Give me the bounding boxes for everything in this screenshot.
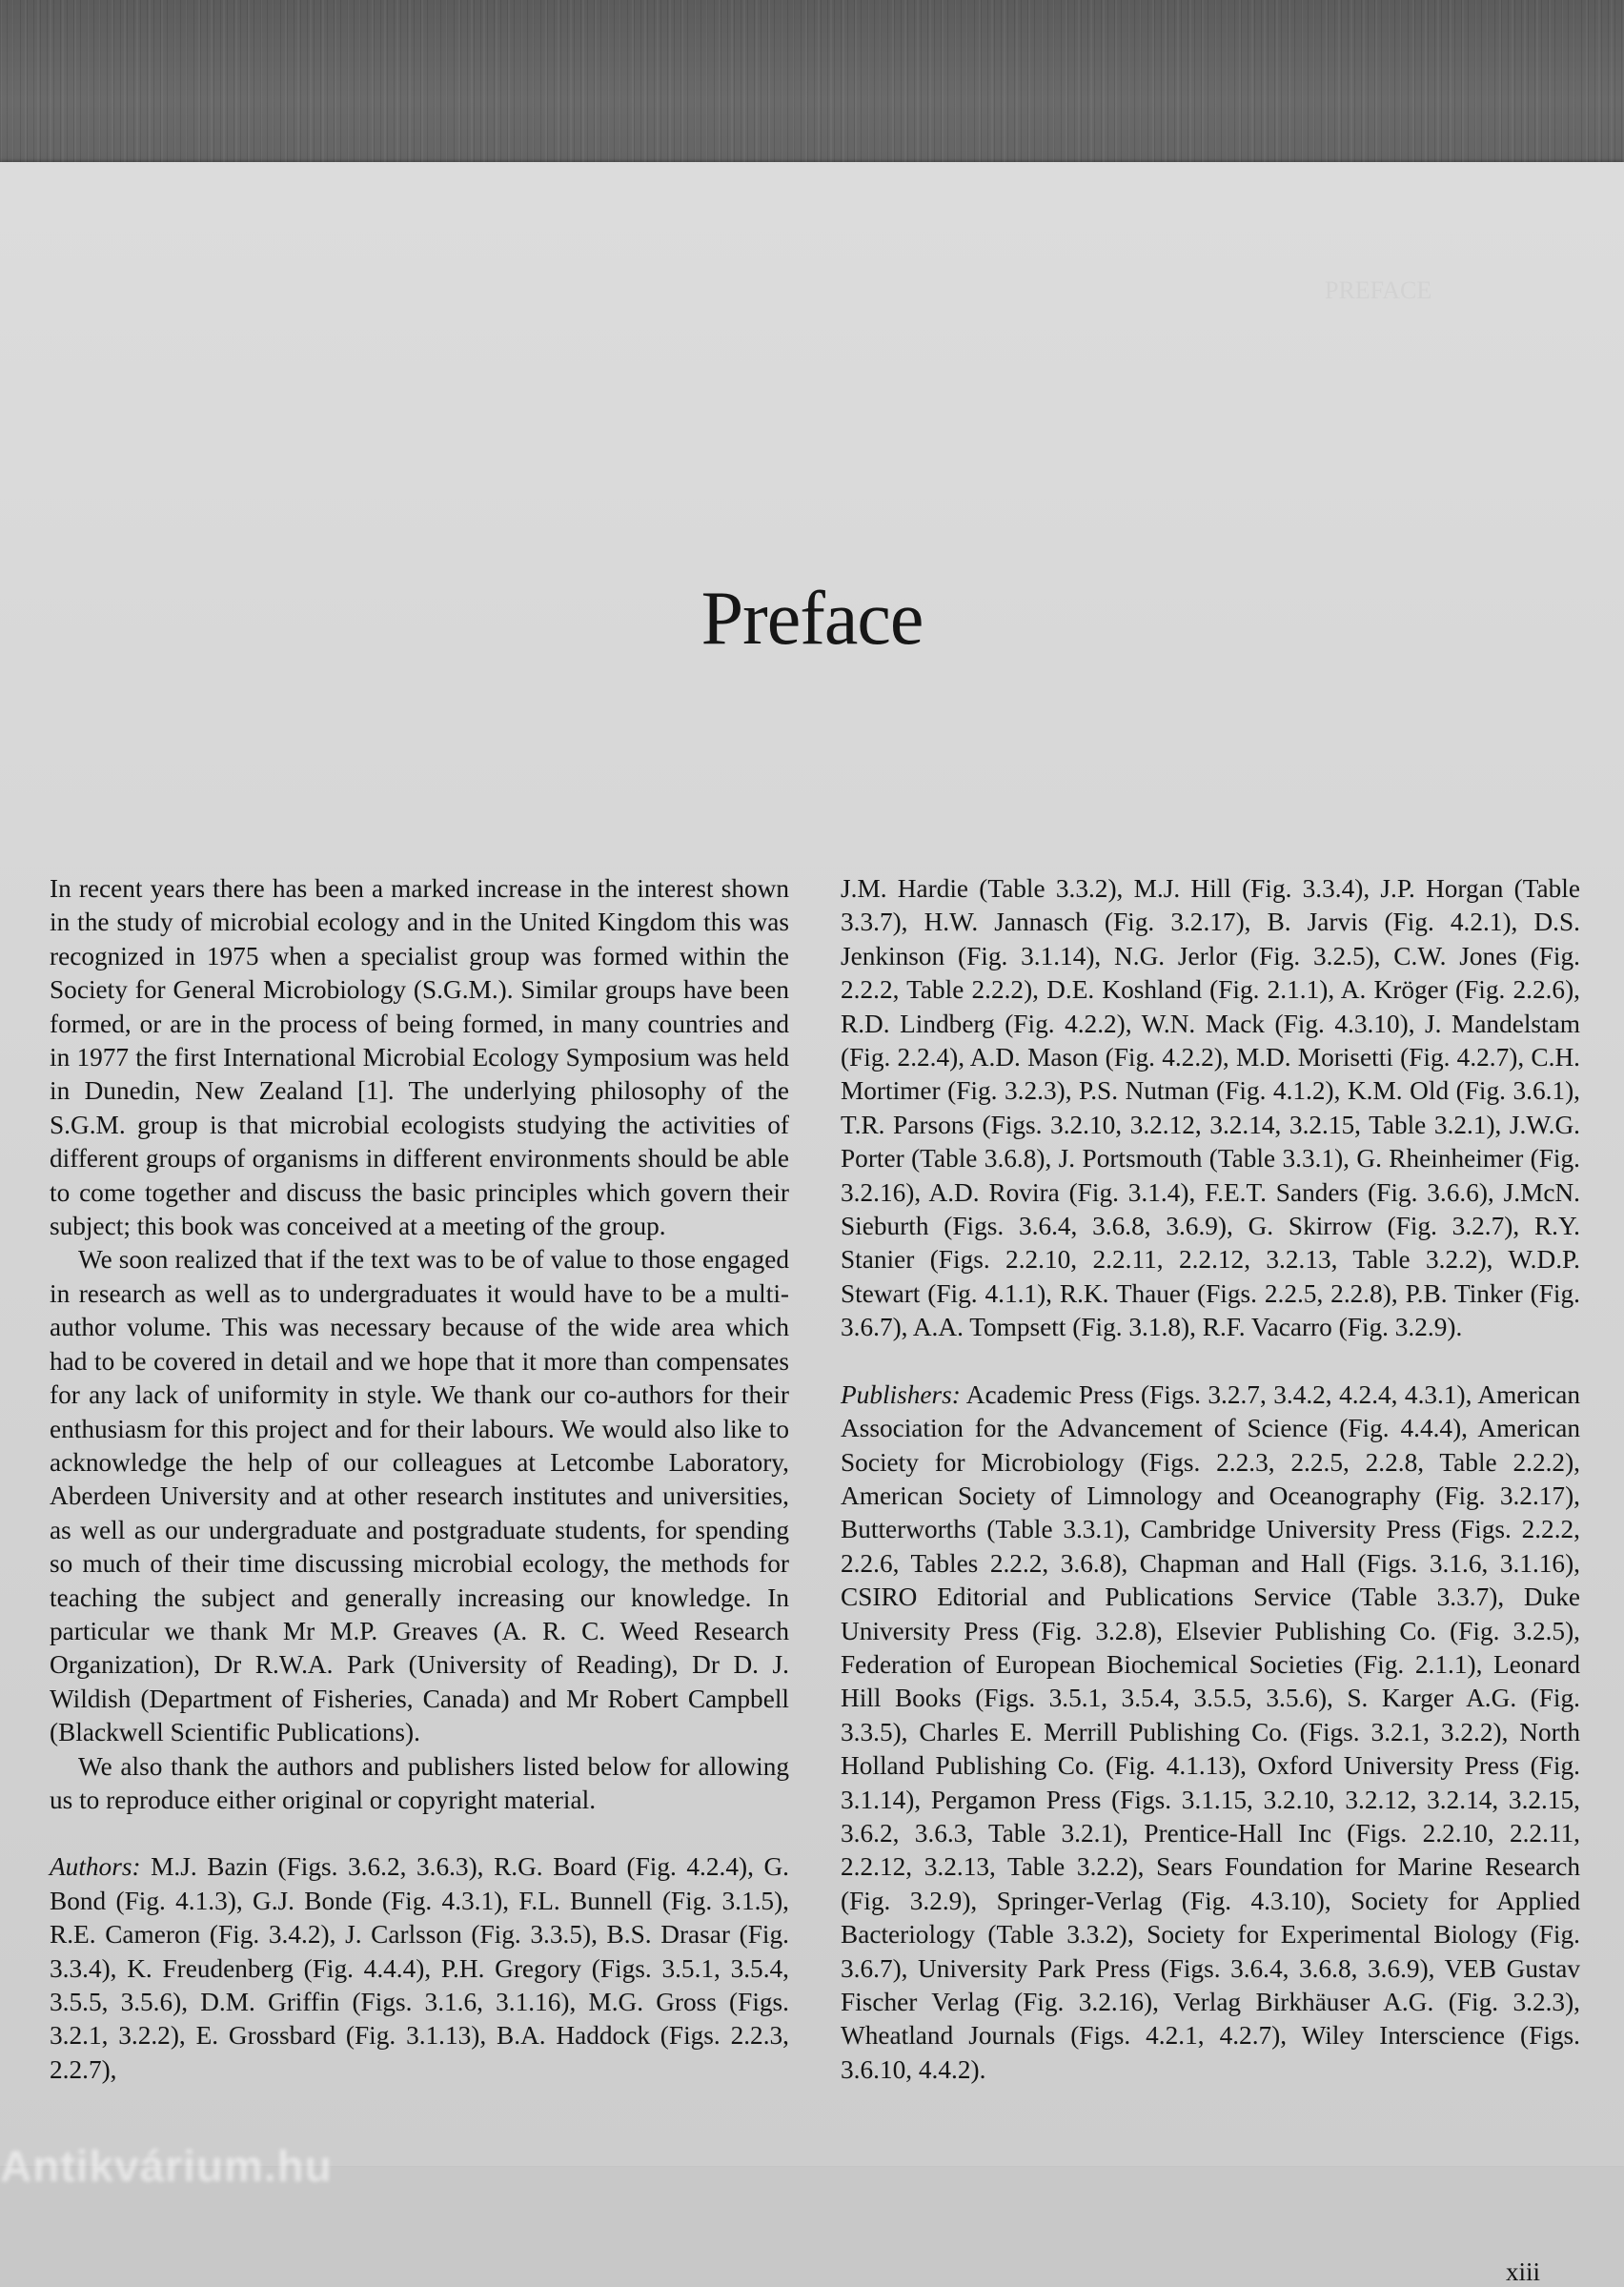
permissions-paragraph: We also thank the authors and publishers listed below for allowing us to reproduce either original or copyright material. xyxy=(50,1751,789,1814)
acknowledgements-paragraph: We soon realized that if the text was to be of value to those engaged in research as well as to undergraduates it would have to be a multi-author volume. This was necessary because of the wide area which had to be covered in detail and we hope that it more than compensates for any lack of uniformity in style. We thank our co-authors for their enthusiasm for this project and for their labours. We would also like to acknowledge the help of our colleagues at Letcombe Laboratory, Aberdeen University and at other research institutes and universities, as well as our undergraduate and postgraduate students, for spending so much of their time discussing microbial ecology, the methods for teaching the subject and generally increasing our knowledge. In particular we thank Mr M.P. Greaves (A. R. C. Weed Research Organization), Dr R.W.A. Park (University of Reading), Dr D. J. Wildish (Department of Fisheries, Canada) and Mr Robert Campbell (Blackwell Scientific Publications). xyxy=(50,1245,789,1747)
desk-background xyxy=(0,0,1624,167)
authors-label: Authors: xyxy=(50,1852,141,1882)
authors-list-part-1 xyxy=(50,1850,789,2087)
authors-list-part-2: J.M. Hardie (Table 3.3.2), M.J. Hill (Fig. 3.3.4), J.P. Horgan (Table 3.3.7), H.W. Jannasch (Fig. 3.2.17), B. Jarvis (Fig. 4.2.1), D.S. Jenkinson (Fig. 3.1.14), N.G. Jerlor (Fig. 3.2.5), C.W. Jones (Fig. 2.2.2, Table 2.2.2), D.E. Koshland (Fig. 2.1.1), A. Kröger (Fig. 2.2.6), R.D. Lindberg (Fig. 4.2.2), W.N. Mack (Fig. 4.3.10), J. Mandelstam (Fig. 2.2.4), A.D. Mason (Fig. 4.2.2), M.D. Morisetti (Fig. 4.2.7), C.H. Mortimer (Fig. 3.2.3), P.S. Nutman (Fig. 4.1.2), K.M. Old (Fig. 3.6.1), T.R. Parsons (Figs. 3.2.10, 3.2.12, 3.2.14, 3.2.15, Table 3.2.1), J.W.G. Porter (Table 3.6.8), J. Portsmouth (Table 3.3.1), G. Rheinheimer (Fig. 3.2.16), A.D. Rovira (Fig. 3.1.4), F.E.T. Sanders (Fig. 3.6.6), J.McN. Sieburth (Figs. 3.6.4, 3.6.8, 3.6.9), G. Skirrow (Fig. 3.2.7), R.Y. Stanier (Figs. 2.2.10, 2.2.11, 2.2.12, 3.2.13, Table 3.2.2), W.D.P. Stewart (Fig. 4.1.1), R.K. Thauer (Figs. 2.2.5, 2.2.8), P.B. Tinker (Fig. 3.6.7), A.A. Tompsett (Fig. 3.1.8), R.F. Vacarro (Fig. 3.2.9). xyxy=(841,874,1580,1342)
page-number: xiii xyxy=(1506,2257,1541,2286)
book-page xyxy=(0,162,1624,2286)
intro-paragraph: In recent years there has been a marked increase in the interest shown in the study of microbial ecology and in the United Kingdom this was recognized in 1975 when a specialist group was formed within the Society for General Microbiology (S.G.M.). Similar groups have been formed, or are in the process of being formed, in many countries and in 1977 the first International Microbial Ecology Symposium was held in Dunedin, New Zealand [1]. The underlying philosophy of the S.G.M. group is that microbial ecologists studying the activities of different groups of organisms in different environments should be able to come together and discuss the basic principles which govern their subject; this book was conceived at a meeting of the group. xyxy=(50,874,789,1241)
left-column xyxy=(50,872,789,2087)
right-column xyxy=(841,872,1580,2087)
publishers-text: Academic Press (Figs. 3.2.7, 3.4.2, 4.2.4, 4.3.1), American Association for the Advancement of Science (Fig. 4.4.4), American Society for Microbiology (Figs. 2.2.3, 2.2.5, 2.2.8, Table 2.2.2), American Society of Limnology and Oceanography (Fig. 3.2.17), Butterworths (Table 3.3.1), Cambridge University Press (Figs. 2.2.2, 2.2.6, Tables 2.2.2, 3.6.8), Chapman and Hall (Figs. 3.1.6, 3.1.16), CSIRO Editorial and Publications Service (Table 3.3.7), Duke University Press (Fig. 3.2.8), Elsevier Publishing Co. (Fig. 3.2.5), Federation of European Biochemical Societies (Fig. 2.1.1), Leonard Hill Books (Figs. 3.5.1, 3.5.4, 3.5.5, 3.5.6), S. Karger A.G. (Fig. 3.3.5), Charles E. Merrill Publishing Co. (Figs. 3.2.1, 3.2.2), North Holland Publishing Co. (Fig. 4.1.13), Oxford University Press (Fig. 3.1.14), Pergamon Press (Figs. 3.1.15, 3.2.10, 3.2.12, 3.2.14, 3.2.15, 3.6.2, 3.6.3, Table 3.2.1), Prentice-Hall Inc (Figs. 2.2.10, 2.2.11, 2.2.12, 3.2.13, Table 3.2.2), Sears Foundation for Marine Research (Fig. 3.2.9), Springer-Verlag (Fig. 4.3.10), Society for Applied Bacteriology (Table 3.3.2), Society for Experimental Biology (Fig. 3.6.7), University Park Press (Figs. 3.6.4, 3.6.8, 3.6.9), VEB Gustav Fischer Verlag (Fig. 3.2.16), Verlag Birkhäuser A.G. (Fig. 3.2.3), Wheatland Journals (Figs. 4.2.1, 4.2.7), Wiley Interscience (Figs. 3.6.10, 4.4.2). xyxy=(841,1379,1580,2084)
watermark: Antikvárium.hu xyxy=(0,2141,333,2191)
publishers-list xyxy=(841,1378,1580,2088)
page-title: Preface xyxy=(700,576,924,661)
publishers-label: Publishers: xyxy=(841,1379,961,1409)
reverse-page-showthrough: PREFACE xyxy=(1325,276,1432,304)
authors-text: M.J. Bazin (Figs. 3.6.2, 3.6.3), R.G. Board (Fig. 4.2.4), G. Bond (Fig. 4.1.3), G.J. Bonde (Fig. 4.3.1), F.L. Bunnell (Fig. 3.1.5), R.E. Cameron (Fig. 3.4.2), J. Carlsson (Fig. 3.3.5), B.S. Drasar (Fig. 3.3.4), K. Freudenberg (Fig. 4.4.4), P.H. Gregory (Figs. 3.5.1, 3.5.4, 3.5.5, 3.5.6), D.M. Griffin (Figs. 3.1.6, 3.1.16), M.G. Gross (Figs. 3.2.1, 3.2.2), E. Grossbard (Fig. 3.1.13), B.A. Haddock (Figs. 2.2.3, 2.2.7), xyxy=(50,1852,789,2084)
